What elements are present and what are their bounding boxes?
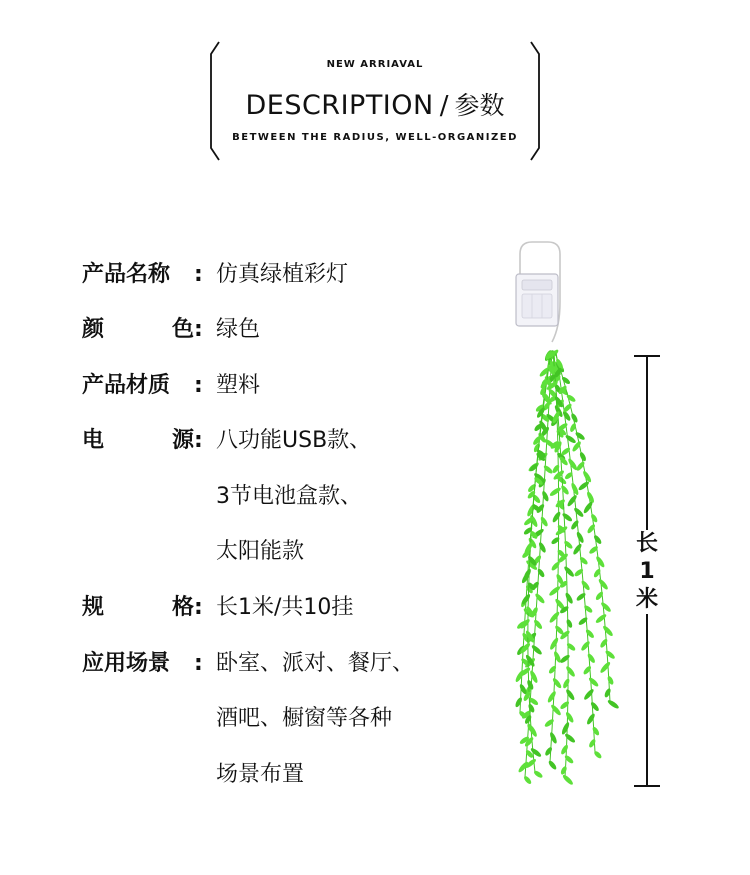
leaf [559, 700, 570, 710]
leaf [583, 604, 594, 614]
spec-row-color [82, 310, 260, 350]
leaf [588, 676, 600, 688]
leaf [550, 703, 562, 716]
vine-strands [514, 348, 620, 786]
leaf [574, 431, 586, 441]
leaf [523, 775, 533, 785]
spec-value-power-2: 3节电池盒款、 [216, 484, 362, 509]
leaf [607, 699, 620, 710]
leaf [544, 718, 555, 728]
title-english: DESCRIPTION [245, 90, 434, 121]
leaf [590, 701, 601, 712]
leaf [573, 507, 585, 519]
leaf [566, 642, 577, 652]
leaf [599, 661, 612, 674]
leaf [560, 484, 570, 495]
leaf [590, 513, 599, 523]
leaf [575, 531, 585, 544]
leaf [595, 613, 608, 625]
leaf [564, 434, 576, 445]
leaf [570, 482, 580, 496]
spec-colon: : [194, 428, 203, 453]
title-chinese: 参数 [454, 91, 505, 120]
leaf [534, 592, 546, 604]
leaf [599, 638, 609, 649]
leaf [551, 677, 562, 689]
title-separator: / [439, 91, 449, 121]
leaf [602, 625, 614, 638]
leaf [591, 726, 600, 737]
header-title [205, 86, 545, 122]
leaf [597, 578, 609, 591]
measure-label [632, 530, 662, 614]
leaf [579, 556, 589, 566]
leaf [564, 732, 576, 743]
leaf [580, 640, 591, 652]
leaf [548, 611, 561, 624]
leaf [549, 637, 560, 651]
leaf [604, 649, 616, 660]
leaf [561, 512, 573, 523]
spec-colon: : [194, 317, 203, 342]
spec-label-color: 颜色 [82, 317, 194, 342]
spec-row-size [82, 588, 353, 628]
leaf [600, 601, 612, 613]
leaf [606, 675, 614, 685]
leaf [538, 541, 547, 553]
header-kicker: NEW ARRIAVAL [326, 59, 424, 70]
leaf [564, 592, 574, 605]
spec-row-name [82, 255, 348, 295]
spec-row-power-cont [82, 477, 362, 517]
spec-value-power-3: 太阳能款 [216, 539, 305, 564]
length-measurement [632, 355, 662, 787]
leaf [565, 665, 576, 678]
leaf [572, 543, 583, 556]
leaf [566, 494, 578, 508]
spec-value-size: 长1米/共10挂 [216, 595, 354, 620]
leaf [580, 579, 591, 591]
leaf [528, 724, 538, 738]
leaf [586, 713, 596, 726]
leaf [547, 760, 557, 771]
spec-value-usage-1: 卧室、派对、餐厅、 [216, 651, 415, 676]
spec-row-usage-cont [82, 699, 392, 739]
leaf [583, 688, 595, 701]
leaf [546, 690, 557, 703]
leaf [544, 746, 553, 757]
measure-tick-bottom [634, 785, 660, 787]
leaf [548, 585, 561, 597]
leaf [562, 774, 575, 786]
measure-char-1: 长 [635, 531, 658, 556]
spec-row-material [82, 366, 260, 406]
spec-colon: : [194, 373, 203, 398]
battery-box-icon [516, 274, 558, 326]
leaf [548, 665, 558, 675]
description-header [205, 40, 545, 162]
spec-colon: : [194, 262, 203, 287]
leaf [539, 516, 549, 528]
leaf [549, 486, 562, 497]
spec-value-power-1: 八功能USB款、 [216, 428, 372, 453]
spec-label-material: 产品材质 [82, 373, 171, 398]
leaf [588, 738, 597, 748]
leaf [564, 754, 575, 765]
spec-row-usage-cont [82, 755, 304, 795]
leaf [562, 410, 572, 422]
leaf [565, 688, 576, 701]
leaf [551, 511, 562, 524]
leaf [533, 619, 544, 631]
spec-colon: : [194, 651, 203, 676]
leaf [595, 555, 606, 568]
leaf [543, 464, 554, 475]
leaf [565, 711, 575, 724]
vine-light-illustration [480, 232, 630, 792]
leaf [593, 534, 603, 545]
spec-row-power [82, 421, 371, 461]
spec-value-material: 塑料 [216, 373, 261, 398]
spec-value-name: 仿真绿植彩灯 [216, 262, 349, 287]
leaf [563, 565, 575, 578]
leaf [559, 654, 571, 665]
leaf [560, 765, 568, 775]
leaf [541, 490, 550, 502]
leaf [585, 628, 596, 639]
spec-label-size: 规格 [82, 595, 194, 620]
leaf [514, 696, 523, 708]
leaf [561, 721, 571, 735]
header-subtitle: BETWEEN THE RADIUS, WELL-ORGANIZED [232, 132, 518, 143]
spec-value-color: 绿色 [216, 317, 261, 342]
spec-colon: : [194, 595, 203, 620]
leaf [536, 568, 545, 579]
spec-label-usage: 应用场景 [82, 651, 171, 676]
leaf [586, 653, 596, 664]
spec-value-usage-3: 场景布置 [216, 762, 305, 787]
spec-value-usage-2: 酒吧、橱窗等各种 [216, 706, 393, 731]
spec-label-name: 产品名称 [82, 262, 171, 287]
leaf [565, 618, 573, 628]
leaf [563, 540, 574, 550]
leaf [549, 731, 558, 744]
leaf [530, 644, 543, 656]
spec-row-usage [82, 644, 414, 684]
spec-label-power: 电源 [82, 428, 194, 453]
spec-row-power-cont [82, 532, 304, 572]
leaf [582, 470, 593, 483]
measure-char-3: 米 [635, 587, 658, 612]
leaf [603, 687, 611, 698]
measure-char-2: 1 [639, 559, 655, 584]
leaf [562, 678, 571, 690]
leaf [560, 744, 570, 756]
